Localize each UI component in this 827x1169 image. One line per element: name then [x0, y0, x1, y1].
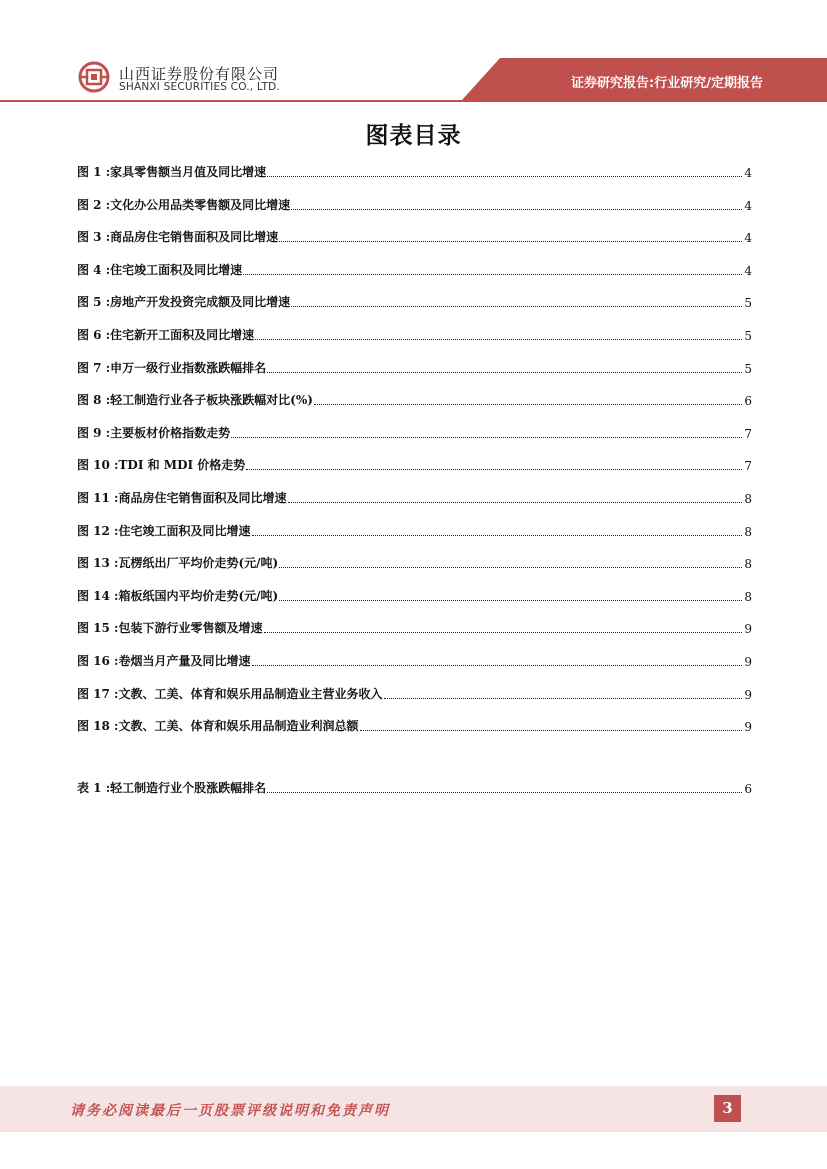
toc-entry-label: 图 18 :文教、工美、体育和娱乐用品制造业利润总额: [77, 719, 359, 734]
toc-dot-leader: [246, 468, 742, 470]
toc-figure-entry[interactable]: [77, 620, 752, 636]
toc-entry-label: 图 16 :卷烟当月产量及同比增速: [77, 654, 251, 668]
page-title: 图表目录: [365, 123, 462, 149]
toc-entry-label: 图 9 :主要板材价格指数走势: [77, 425, 231, 440]
toc-figure-entry[interactable]: [77, 294, 752, 310]
toc-entry-label: 图 4 :住宅竣工面积及同比增速: [77, 262, 243, 277]
toc-entry-label: 图 2 :文化办公用品类零售额及同比增速: [77, 197, 291, 212]
toc-entry-page: 8: [744, 492, 752, 506]
toc-figure-entry[interactable]: [77, 262, 752, 278]
toc-figure-entry[interactable]: [77, 425, 752, 441]
toc-dot-leader: [279, 599, 742, 601]
toc-entry-page: 4: [744, 231, 752, 246]
toc-figure-entry[interactable]: [77, 360, 752, 376]
toc-figure-entry[interactable]: [77, 490, 752, 506]
toc-dot-leader: [279, 240, 742, 242]
toc-entry-page: 5: [744, 296, 752, 311]
page-number: 3: [714, 1095, 741, 1122]
toc-entry-label: 图 3 :商品房住宅销售面积及同比增速: [77, 230, 279, 245]
toc-entry-page: 4: [744, 263, 752, 278]
toc-entry-label: 图 13 :瓦楞纸出厂平均价走势(元/吨): [77, 556, 279, 571]
toc-entry-label: 表 1 :轻工制造行业个股涨跌幅排名: [77, 781, 267, 795]
toc-entry-page: 6: [744, 394, 752, 409]
toc-entry-page: 9: [744, 687, 752, 702]
toc-entry-label: 图 6 :住宅新开工面积及同比增速: [77, 328, 255, 342]
toc-figure-entry[interactable]: [77, 164, 752, 180]
toc-entry-page: 9: [744, 622, 752, 637]
toc-dot-leader: [252, 534, 743, 536]
toc-figure-entry[interactable]: [77, 229, 752, 245]
toc-dot-leader: [264, 631, 743, 633]
toc-entry-page: 7: [744, 426, 752, 441]
toc-dot-leader: [291, 305, 742, 307]
toc-dot-leader: [267, 791, 742, 793]
toc-entry-page: 5: [744, 329, 752, 343]
toc-dot-leader: [267, 371, 742, 373]
toc-dot-leader: [291, 208, 742, 210]
company-logo-icon: [78, 61, 110, 93]
toc-entry-page: 8: [744, 589, 752, 604]
toc-figure-entry[interactable]: [77, 457, 752, 473]
toc-entry-label: 图 1 :家具零售额当月值及同比增速: [77, 165, 267, 179]
toc-figure-entry[interactable]: [77, 718, 752, 734]
toc-entry-label: 图 11 :商品房住宅销售面积及同比增速: [77, 491, 287, 505]
toc-dot-leader: [314, 403, 742, 405]
toc-figure-entry[interactable]: [77, 327, 752, 343]
toc-entry-label: 图 8 :轻工制造行业各子板块涨跌幅对比(%): [77, 393, 313, 408]
toc-dot-leader: [267, 175, 742, 177]
toc-entry-page: 4: [744, 166, 752, 180]
toc-dot-leader: [252, 664, 743, 666]
header-divider: [0, 100, 827, 102]
toc-figure-entry[interactable]: [77, 653, 752, 669]
toc-entry-page: 7: [744, 459, 752, 474]
toc-figure-entry[interactable]: [77, 523, 752, 539]
toc-dot-leader: [384, 697, 743, 699]
toc-figure-entry[interactable]: [77, 555, 752, 571]
toc-entry-label: 图 14 :箱板纸国内平均价走势(元/吨): [77, 588, 279, 603]
toc-figure-entry[interactable]: [77, 588, 752, 604]
toc-dot-leader: [360, 729, 743, 731]
toc-entry-page: 9: [744, 720, 752, 735]
toc-figure-entry[interactable]: [77, 197, 752, 213]
toc-dot-leader: [255, 338, 742, 340]
toc-figure-entry[interactable]: [77, 392, 752, 408]
toc-entry-label: 图 10 :TDI 和 MDI 价格走势: [77, 458, 246, 473]
toc-entry-label: 图 15 :包装下游行业零售额及增速: [77, 621, 263, 636]
toc-dot-leader: [231, 436, 742, 438]
toc-entry-label: 图 7 :申万一级行业指数涨跌幅排名: [77, 360, 267, 375]
toc-entry-label: 图 17 :文教、工美、体育和娱乐用品制造业主营业务收入: [77, 686, 383, 701]
toc-entry-page: 8: [744, 557, 752, 572]
company-name-cn: 山西证券股份有限公司: [119, 65, 280, 83]
toc-figure-entry[interactable]: [77, 686, 752, 702]
toc-entry-page: 4: [744, 198, 752, 213]
toc-entry-page: 8: [744, 524, 752, 539]
toc-entry-label: 图 5 :房地产开发投资完成额及同比增速: [77, 295, 291, 310]
toc-table-entry[interactable]: [77, 780, 752, 796]
company-name-en: SHANXI SECURITIES CO., LTD.: [119, 81, 280, 93]
toc-entry-page: 6: [744, 782, 752, 796]
footer-disclaimer: 请务必阅读最后一页股票评级说明和免责声明: [70, 1103, 390, 1119]
toc-dot-leader: [288, 501, 743, 503]
toc-dot-leader: [279, 566, 742, 568]
toc-dot-leader: [243, 273, 742, 275]
toc-entry-page: 5: [744, 361, 752, 376]
toc-entry-label: 图 12 :住宅竣工面积及同比增速: [77, 523, 251, 538]
toc-entry-page: 9: [744, 655, 752, 669]
report-type-label: 证券研究报告:行业研究/定期报告: [571, 76, 763, 91]
